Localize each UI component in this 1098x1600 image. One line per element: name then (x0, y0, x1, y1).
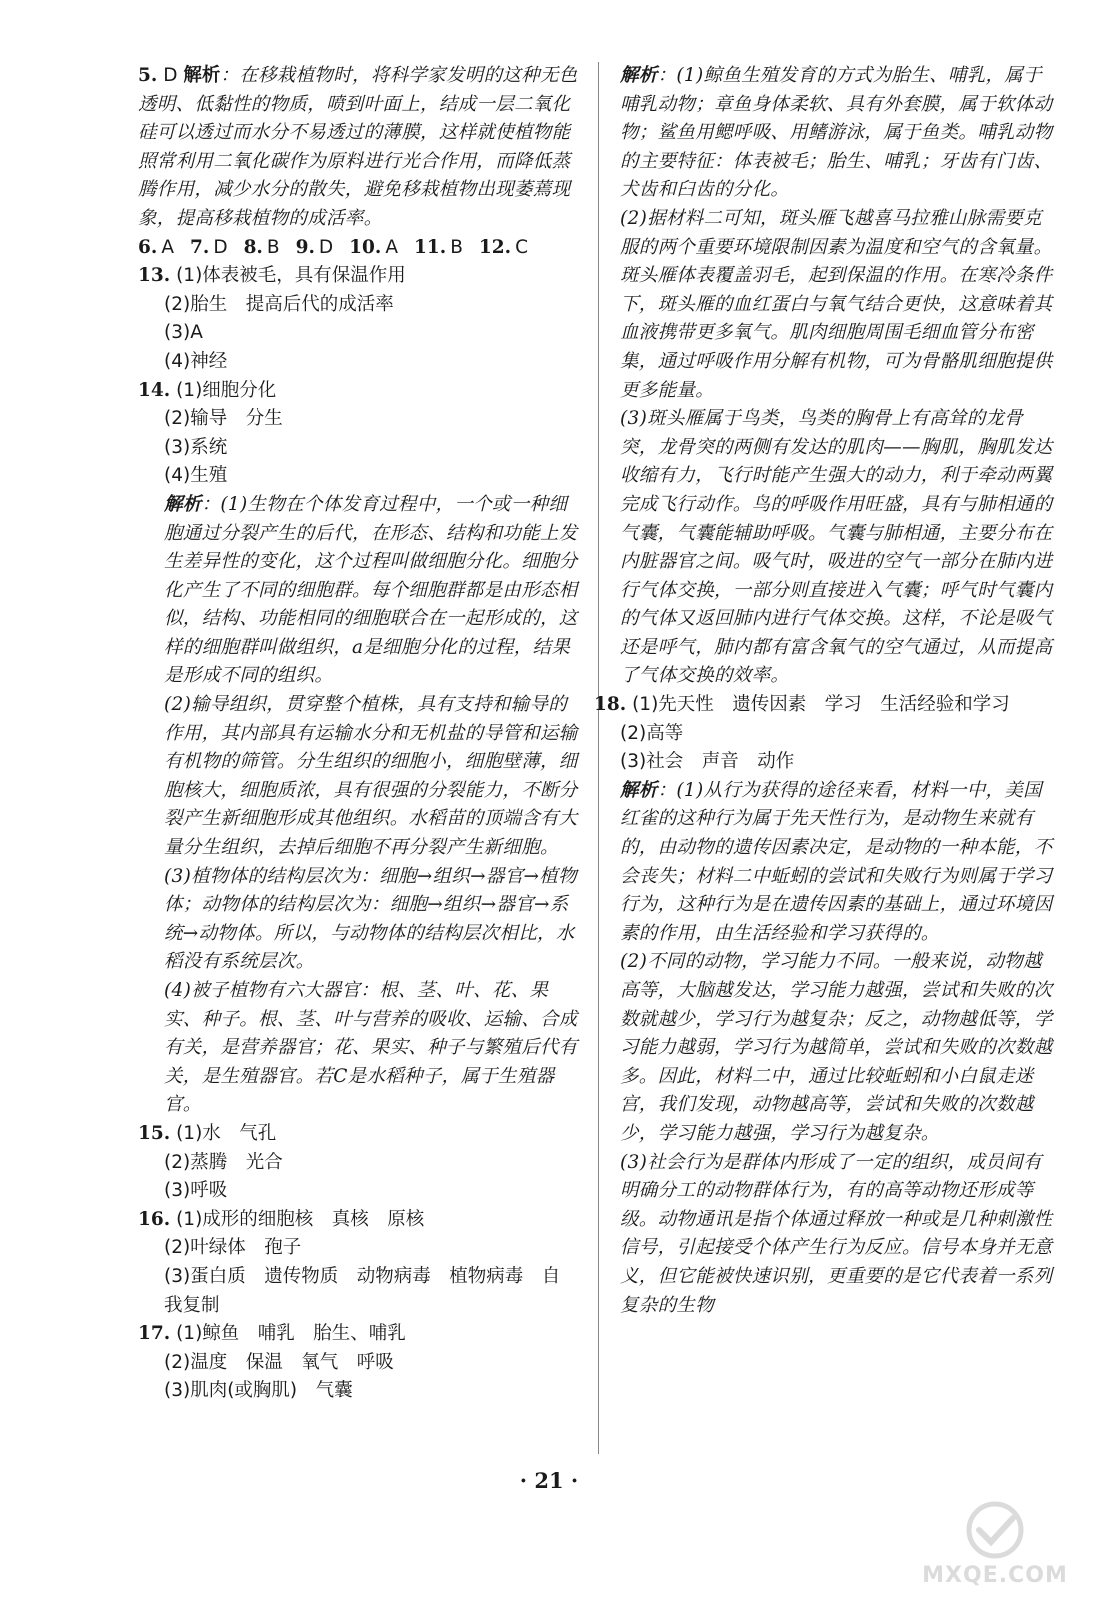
mcq-number: 6. (138, 236, 158, 258)
q15-answer-3: (3)呼吸 (164, 1180, 228, 1202)
q16-number: 16. (138, 1208, 171, 1230)
mcq-item (296, 237, 334, 258)
q15 (138, 1120, 578, 1206)
mcq-item (138, 237, 174, 258)
left-column (138, 62, 578, 1406)
q14-answer-1: (1)细胞分化 (176, 379, 277, 401)
q15-answer-1: (1)水 气孔 (176, 1122, 277, 1144)
mcq-answer: A (385, 236, 399, 258)
q18-number: 18. (594, 694, 627, 716)
q5-analysis-label: 解析 (183, 65, 221, 86)
q18 (594, 691, 1060, 1320)
mcq-item (190, 237, 228, 258)
mcq-answer: D (213, 236, 228, 258)
mcq-number: 8. (243, 236, 263, 258)
page-number: · 21 · (519, 1468, 579, 1493)
watermark-logo (905, 1500, 1085, 1592)
q17-answer-1: (1)鲸鱼 哺乳 胎生、哺乳 (176, 1323, 406, 1345)
q17-exp-3: (3)斑头雁属于鸟类，鸟类的胸骨上有高耸的龙骨突，龙骨突的两侧有发达的肌肉——胸肌，胸肌发达收缩有力，飞行时能产生强大的动力，利于牵动两翼完成飞行动作。鸟的呼吸作用旺盛，具有与肺相通的气囊，气囊能辅助呼吸。气囊与肺相通，主要分布在内脏器官之间。吸气时，吸进的空气一部分在肺内进行气体交换，一部分则直接进入气囊；呼气时气囊内的气体又返回肺内进行气体交换。这样，不论是吸气还是呼气，肺内都有富含氧气的空气通过，从而提高了气体交换的效率。 (620, 408, 1053, 687)
q16-answer-2: (2)叶绿体 孢子 (164, 1237, 302, 1259)
q18-answer-3: (3)社会 声音 动作 (620, 751, 795, 773)
q16-answer-1: (1)成形的细胞核 真核 原核 (176, 1208, 425, 1230)
q5-answer: D (163, 65, 178, 86)
q17-number: 17. (138, 1323, 171, 1345)
q5-analysis-text: ：在移栽植物时，将科学家发明的这种无色透明、低黏性的物质，喷到叶面上，结成一层二氧化硅可以透过而水分不易透过的薄膜，这样就使植物能照常利用二氧化碳作为原料进行光合作用，而降低蒸腾作用，减少水分的散失，避免移栽植物出现萎蔫现象，提高移栽植物的成活率。 (138, 65, 578, 229)
mcq-answer: B (266, 236, 280, 258)
q17-analysis-label: 解析 (620, 65, 658, 86)
q13 (138, 262, 578, 376)
right-column (594, 62, 1060, 1320)
q18-exp-1: ：(1)从行为获得的途径来看，材料一中，美国红雀的这种行为属于先天性行为，是动物生来就有的，由动物的遗传因素决定，是动物的一种本能，不会丧失；材料二中蚯蚓的尝试和失败行为则属于学习行为，这种行为是在遗传因素的基础上，通过环境因素的作用，由生活经验和学习获得的。 (620, 779, 1053, 944)
mcq-number: 12. (478, 236, 512, 258)
q17-exp-1: ：(1)鲸鱼生殖发育的方式为胎生、哺乳，属于哺乳动物；章鱼身体柔软、具有外套膜，属于软体动物；鲨鱼用鳃呼吸、用鳍游泳，属于鱼类。哺乳动物的主要特征：体表被毛；胎生、哺乳；牙齿有门齿、犬齿和臼齿的分化。 (620, 65, 1053, 201)
watermark-icon (905, 1500, 1085, 1560)
mcq-answer: B (450, 236, 463, 258)
q18-answer-2: (2)高等 (620, 722, 684, 744)
q15-number: 15. (138, 1122, 171, 1144)
q14-answer-4: (4)生殖 (164, 465, 228, 487)
mcq-number: 7. (189, 236, 210, 258)
q18-exp-2: (2)不同的动物，学习能力不同。一般来说，动物越高等，大脑越发达，学习能力越强，尝试和失败的次数就越少，学习行为越复杂；反之，动物越低等，学习能力越弱，学习行为越简单，尝试和失败的次数越多。因此，材料二中，通过比较蚯蚓和小白鼠走迷宫，我们发现，动物越高等，尝试和失败的次数越少，学习能力越强，学习行为越复杂。 (620, 951, 1053, 1144)
q16 (138, 1206, 578, 1320)
q17-answer-2: (2)温度 保温 氧气 呼吸 (164, 1351, 394, 1373)
q17-exp-2: (2)据材料二可知，斑头雁飞越喜马拉雅山脉需要克服的两个重要环境限制因素为温度和空气的含氧量。斑头雁体表覆盖羽毛，起到保温的作用。在寒冷条件下，斑头雁的血红蛋白与氧气结合更快，这意味着其血液携带更多氧气。肌肉细胞周围毛细血管分布密集，通过呼吸作用分解有机物，可为骨骼肌细胞提供更多能量。 (620, 207, 1053, 401)
mcq-item (244, 237, 280, 258)
mcq-answer: A (161, 236, 174, 258)
watermark-text: MXQE.COM (922, 1563, 1068, 1588)
mcq-number: 10. (349, 236, 382, 258)
q14-analysis-label: 解析 (164, 493, 202, 515)
mcq-number: 11. (414, 236, 447, 258)
q14-number: 14. (138, 379, 171, 401)
q17 (138, 1320, 578, 1406)
mcq-number: 9. (295, 236, 315, 258)
q5-number: 5. (138, 65, 158, 86)
q14-exp-3: (3)植物体的结构层次为：细胞→组织→器官→植物体；动物体的结构层次为：细胞→组织→器官→系统→动物体。所以，与动物体的结构层次相比，水稻没有系统层次。 (164, 865, 577, 973)
q13-answer-4: (4)神经 (164, 350, 228, 372)
q13-answer-1: (1)体表被毛，具有保温作用 (176, 265, 406, 287)
q18-analysis-label: 解析 (620, 779, 658, 801)
mcq-item (349, 237, 398, 258)
q15-answer-2: (2)蒸腾 光合 (164, 1151, 283, 1173)
q16-answer-3: (3)蛋白质 遗传物质 动物病毒 植物病毒 自我复制 (164, 1265, 561, 1316)
mcq-answers (138, 234, 578, 263)
q18-exp-3: (3)社会行为是群体内形成了一定的组织，成员间有明确分工的动物群体行为，有的高等动物还形成等级。动物通讯是指个体通过释放一种或是几种刺激性信号，引起接受个体产生行为反应。信号本身并无意义，但它能被快速识别，更重要的是它代表着一系列复杂的生物 (620, 1151, 1053, 1316)
q14-answer-2: (2)输导 分生 (164, 408, 283, 430)
q17-analysis (620, 62, 1060, 691)
mcq-answer: C (515, 236, 529, 258)
q13-number: 13. (138, 265, 171, 287)
q14 (138, 377, 578, 1120)
mcq-answer: D (318, 236, 334, 258)
mcq-item (414, 237, 463, 258)
q14-exp-4: (4)被子植物有六大器官：根、茎、叶、花、果实、种子。根、茎、叶与营养的吸收、运输、合成有关，是营养器官；花、果实、种子与繁殖后代有关，是生殖器官。若C是水稻种子，属于生殖器官。 (164, 980, 578, 1116)
mcq-item (479, 237, 528, 258)
q18-answer-1: (1)先天性 遗传因素 学习 生活经验和学习 (632, 694, 1010, 716)
q17-answer-3: (3)肌肉(或胸肌) 气囊 (164, 1380, 353, 1402)
q14-exp-2: (2)输导组织，贯穿整个植株，具有支持和输导的作用，其内部具有运输水分和无机盐的导管和运输有机物的筛管。分生组织的细胞小，细胞壁薄，细胞核大，细胞质浓，具有很强的分裂能力，不断分裂产生新细胞形成其他组织。水稻苗的顶端含有大量分生组织，去掉后细胞不再分裂产生新细胞。 (164, 694, 578, 859)
q13-answer-3: (3)A (164, 322, 203, 344)
q14-exp-1: ：(1)生物在个体发育过程中，一个或一种细胞通过分裂产生的后代，在形态、结构和功能上发生差异性的变化，这个过程叫做细胞分化。细胞分化产生了不同的细胞群。每个细胞群都是由形态相似，结构、功能相同的细胞联合在一起形成的，这样的细胞群叫做组织，a是细胞分化的过程，结果是形成不同的组织。 (164, 493, 578, 687)
q5 (138, 62, 578, 234)
q13-answer-2: (2)胎生 提高后代的成活率 (164, 293, 394, 315)
q14-answer-3: (3)系统 (164, 436, 228, 458)
